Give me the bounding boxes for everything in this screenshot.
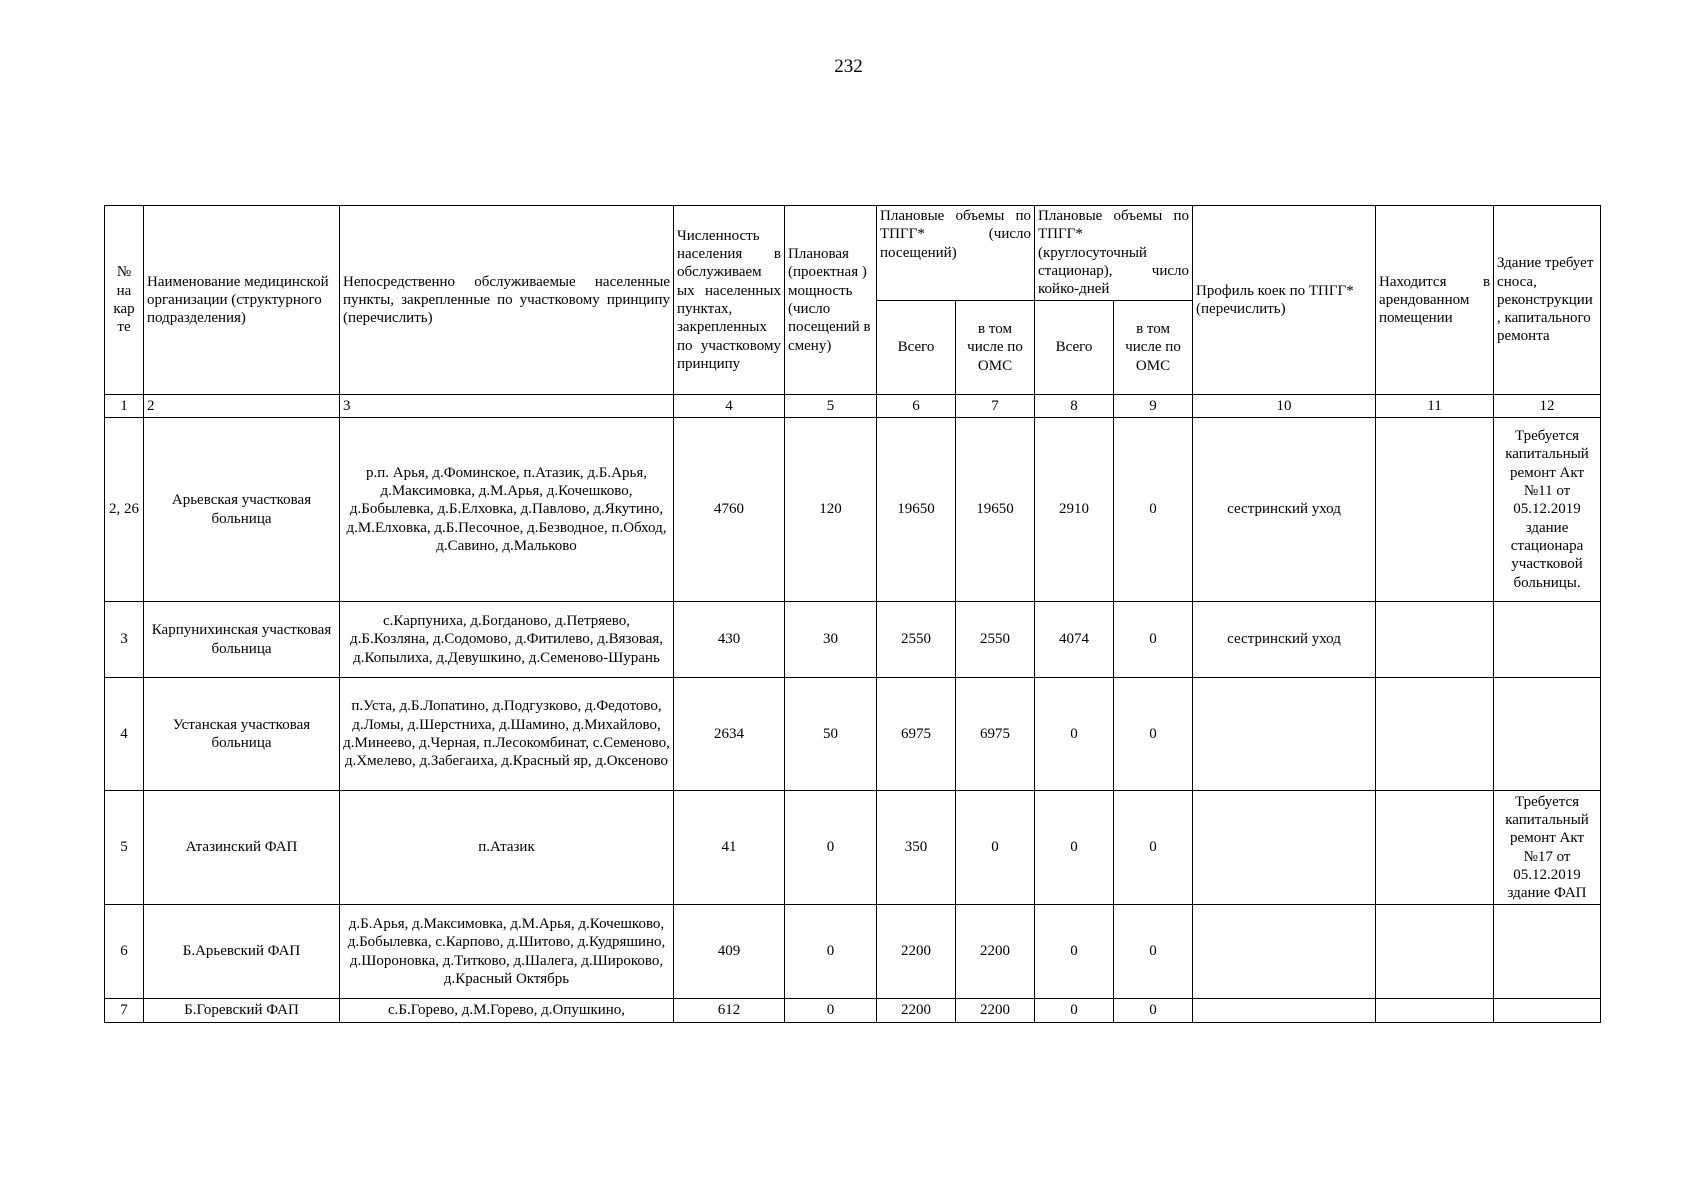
header-bed-profile: Профиль коек по ТПГГ* (перечислить)	[1193, 206, 1376, 395]
row-visits-oms: 2200	[956, 999, 1035, 1023]
row-population: 4760	[674, 418, 785, 602]
column-number: 9	[1114, 395, 1193, 418]
column-number: 8	[1035, 395, 1114, 418]
row-building-state	[1494, 602, 1601, 678]
row-population: 41	[674, 791, 785, 905]
header-building-state: Здание требует сноса, реконструкции , капитального ремонта	[1494, 206, 1601, 395]
row-rented	[1376, 999, 1494, 1023]
row-visits-total: 2200	[877, 905, 956, 999]
row-visits-oms: 19650	[956, 418, 1035, 602]
row-rented	[1376, 791, 1494, 905]
row-name: Б.Горевский ФАП	[144, 999, 340, 1023]
table-row	[105, 791, 1601, 905]
row-beddays-total: 2910	[1035, 418, 1114, 602]
row-building-state	[1494, 999, 1601, 1023]
row-beddays-oms: 0	[1114, 418, 1193, 602]
subheader-visits-total: Всего	[877, 301, 956, 395]
row-settlements: п.Уста, д.Б.Лопатино, д.Подгузково, д.Федотово, д.Ломы, д.Шерстниха, д.Шамино, д.Михайлово, д.Минеево, д.Черная, п.Лесокомбинат, с.Семеново, д.Хмелево, д.Забегаиха, д.Красный яр, д.Оксеново	[340, 678, 674, 791]
row-visits-total: 19650	[877, 418, 956, 602]
header-organization: Наименование медицинской организации (структурного подразделения)	[144, 206, 340, 395]
row-rented	[1376, 905, 1494, 999]
row-rented	[1376, 602, 1494, 678]
row-beddays-total: 4074	[1035, 602, 1114, 678]
header-row	[105, 206, 1601, 301]
row-capacity: 0	[785, 791, 877, 905]
row-beddays-oms: 0	[1114, 905, 1193, 999]
row-name: Арьевская участковая больница	[144, 418, 340, 602]
row-settlements: п.Атазик	[340, 791, 674, 905]
row-map-no: 2, 26	[105, 418, 144, 602]
row-capacity: 30	[785, 602, 877, 678]
column-number: 11	[1376, 395, 1494, 418]
row-capacity: 0	[785, 999, 877, 1023]
row-rented	[1376, 418, 1494, 602]
row-capacity: 0	[785, 905, 877, 999]
column-number: 1	[105, 395, 144, 418]
row-population: 409	[674, 905, 785, 999]
row-visits-oms: 2550	[956, 602, 1035, 678]
row-bed-profile: сестринский уход	[1193, 418, 1376, 602]
row-visits-total: 6975	[877, 678, 956, 791]
row-map-no: 3	[105, 602, 144, 678]
row-settlements: р.п. Арья, д.Фоминское, п.Атазик, д.Б.Арья, д.Максимовка, д.М.Арья, д.Кочешково, д.Бобылевка, д.Б.Елховка, д.Павлово, д.Якутино, д.М.Елховка, д.Б.Песочное, д.Безводное, п.Обход, д.Савино, д.Мальково	[340, 418, 674, 602]
row-building-state: Требуется капитальный ремонт Акт №11 от 05.12.2019 здание стационара участковой больницы.	[1494, 418, 1601, 602]
row-bed-profile	[1193, 905, 1376, 999]
column-number: 5	[785, 395, 877, 418]
row-map-no: 5	[105, 791, 144, 905]
row-population: 430	[674, 602, 785, 678]
row-bed-profile	[1193, 999, 1376, 1023]
row-capacity: 120	[785, 418, 877, 602]
row-beddays-oms: 0	[1114, 602, 1193, 678]
row-bed-profile	[1193, 678, 1376, 791]
row-beddays-total: 0	[1035, 999, 1114, 1023]
row-name: Б.Арьевский ФАП	[144, 905, 340, 999]
row-population: 2634	[674, 678, 785, 791]
row-population: 612	[674, 999, 785, 1023]
row-bed-profile	[1193, 791, 1376, 905]
header-capacity: Плановая (проектная ) мощность (число посещений в смену)	[785, 206, 877, 395]
row-map-no: 6	[105, 905, 144, 999]
column-number: 7	[956, 395, 1035, 418]
row-visits-total: 350	[877, 791, 956, 905]
row-rented	[1376, 678, 1494, 791]
row-settlements: с.Б.Горево, д.М.Горево, д.Опушкино,	[340, 999, 674, 1023]
header-population: Численность населения в обслуживаем ых населенных пунктах, закрепленных по участковому принципу	[674, 206, 785, 395]
column-number: 2	[144, 395, 340, 418]
row-visits-oms: 2200	[956, 905, 1035, 999]
row-beddays-total: 0	[1035, 791, 1114, 905]
subheader-visits-oms: в том числе по ОМС	[956, 301, 1035, 395]
row-visits-total: 2550	[877, 602, 956, 678]
row-beddays-total: 0	[1035, 905, 1114, 999]
table-row	[105, 905, 1601, 999]
row-bed-profile: сестринский уход	[1193, 602, 1376, 678]
row-settlements: д.Б.Арья, д.Максимовка, д.М.Арья, д.Кочешково, д.Бобылевка, с.Карпово, д.Шитово, д.Кудряшино, д.Шороновка, д.Титково, д.Шалега, д.Широково, д.Красный Октябрь	[340, 905, 674, 999]
row-beddays-total: 0	[1035, 678, 1114, 791]
column-numbers-row	[105, 395, 1601, 418]
table-row	[105, 678, 1601, 791]
row-beddays-oms: 0	[1114, 791, 1193, 905]
row-map-no: 7	[105, 999, 144, 1023]
subheader-beddays-total: Всего	[1035, 301, 1114, 395]
column-number: 4	[674, 395, 785, 418]
row-name: Карпунихинская участковая больница	[144, 602, 340, 678]
row-visits-oms: 0	[956, 791, 1035, 905]
row-building-state	[1494, 678, 1601, 791]
row-settlements: с.Карпуниха, д.Богданово, д.Петряево, д.Б.Козляна, д.Содомово, д.Фитилево, д.Вязовая, д.Копылиха, д.Девушкино, д.Семеново-Шурань	[340, 602, 674, 678]
table-row	[105, 999, 1601, 1023]
column-number: 3	[340, 395, 674, 418]
subheader-beddays-oms: в том числе по ОМС	[1114, 301, 1193, 395]
facilities-table	[104, 205, 1601, 1023]
table-row	[105, 602, 1601, 678]
header-planned-visits: Плановые объемы по ТПГГ* (число посещений)	[877, 206, 1035, 301]
header-planned-beddays: Плановые объемы по ТПГГ* (круглосуточный стационар), число койко-дней	[1035, 206, 1193, 301]
header-rented: Находится в арендованном помещении	[1376, 206, 1494, 395]
row-name: Устанская участковая больница	[144, 678, 340, 791]
header-settlements: Непосредственно обслуживаемые населенные пункты, закрепленные по участковому принципу (перечислить)	[340, 206, 674, 395]
column-number: 6	[877, 395, 956, 418]
row-beddays-oms: 0	[1114, 999, 1193, 1023]
row-capacity: 50	[785, 678, 877, 791]
table-row	[105, 418, 1601, 602]
row-visits-oms: 6975	[956, 678, 1035, 791]
page-number: 232	[834, 56, 863, 77]
header-map-no: № на кар те	[105, 206, 144, 395]
row-name: Атазинский ФАП	[144, 791, 340, 905]
column-number: 10	[1193, 395, 1376, 418]
row-visits-total: 2200	[877, 999, 956, 1023]
column-number: 12	[1494, 395, 1601, 418]
row-beddays-oms: 0	[1114, 678, 1193, 791]
row-building-state: Требуется капитальный ремонт Акт №17 от 05.12.2019 здание ФАП	[1494, 791, 1601, 905]
row-building-state	[1494, 905, 1601, 999]
row-map-no: 4	[105, 678, 144, 791]
